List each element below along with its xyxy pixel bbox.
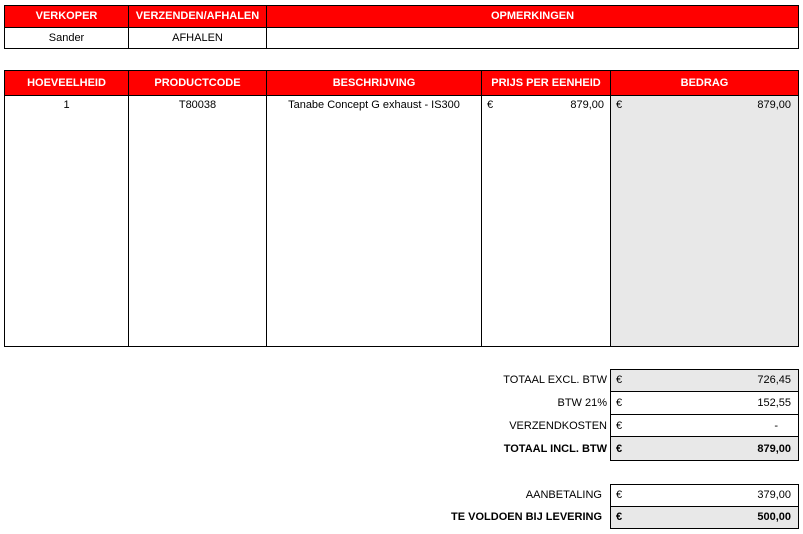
vat-label: BTW 21%: [557, 397, 607, 409]
vat-value: 152,55: [757, 397, 791, 409]
vat-currency: €: [616, 397, 623, 409]
total-incl-currency: €: [616, 443, 623, 455]
qty-header: HOEVEELHEID: [5, 71, 128, 95]
code-cell: T80038: [178, 99, 217, 111]
code-header: PRODUCTCODE: [129, 71, 266, 95]
shipping-value: AFHALEN: [172, 32, 223, 44]
due-on-delivery-value: 500,00: [757, 511, 791, 523]
amount-currency: €: [616, 99, 623, 111]
due-on-delivery-label: TE VOLDOEN BIJ LEVERING: [451, 511, 602, 523]
total-excl-value: 726,45: [757, 374, 791, 386]
unit-price-header: PRIJS PER EENHEID: [482, 71, 610, 95]
total-excl-label: TOTAAL EXCL. BTW: [503, 374, 607, 386]
seller-value: Sander: [48, 32, 85, 44]
desc-cell: Tanabe Concept G exhaust - IS300: [288, 99, 460, 111]
total-incl-value: 879,00: [757, 443, 791, 455]
seller-header: VERKOPER: [5, 6, 128, 27]
total-excl-currency: €: [616, 374, 623, 386]
total-incl-label: TOTAAL INCL. BTW: [503, 443, 607, 455]
desc-header: BESCHRIJVING: [267, 71, 481, 95]
due-on-delivery-currency: €: [616, 511, 623, 523]
shipping-cost-currency: €: [616, 420, 623, 432]
deposit-value: 379,00: [757, 489, 791, 501]
deposit-label: AANBETALING: [525, 489, 602, 501]
qty-cell: 1: [63, 99, 70, 111]
amount-header: BEDRAG: [611, 71, 798, 95]
deposit-currency: €: [616, 489, 623, 501]
shipping-cost-label: VERZENDKOSTEN: [509, 420, 607, 432]
unit-price-currency: €: [487, 99, 494, 111]
unit-price-cell: 879,00: [570, 99, 604, 111]
remarks-header: OPMERKINGEN: [267, 6, 798, 27]
remarks-value: [267, 28, 798, 48]
amount-cell: 879,00: [757, 99, 791, 111]
shipping-header: VERZENDEN/AFHALEN: [129, 6, 266, 27]
shipping-cost-value: -: [774, 420, 778, 432]
